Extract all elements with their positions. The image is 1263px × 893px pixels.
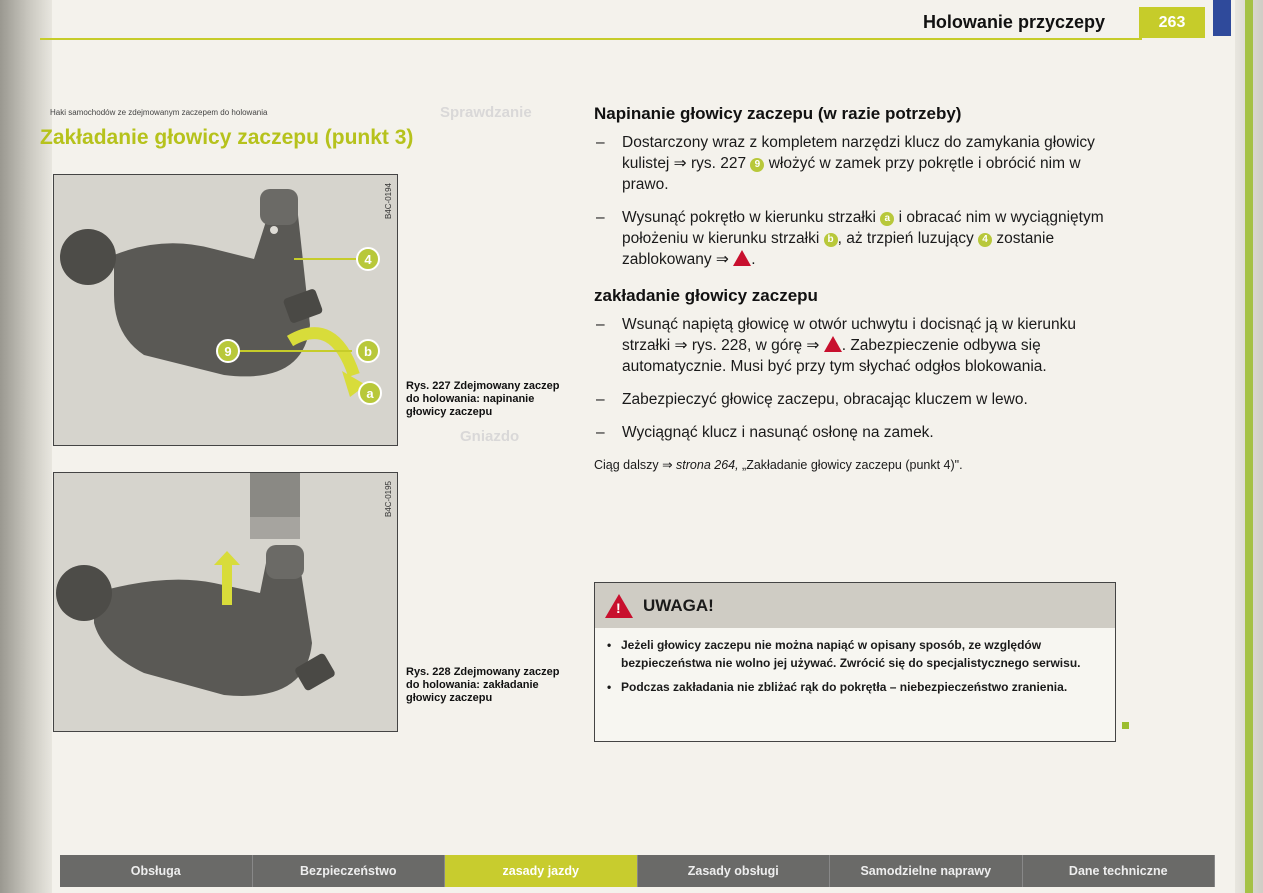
tab-bezpieczenstwo[interactable]: Bezpieczeństwo (253, 855, 446, 887)
chapter-title: Holowanie przyczepy (922, 12, 1105, 32)
label-a (359, 382, 381, 404)
figure-code: B4C-0195 (384, 481, 393, 518)
towbar-tensioning-illustration (54, 175, 397, 445)
instruction-step: – Wsunąć napiętą głowicę w otwór uchwytu i docisnąć ją w kierunku strzałki ⇒ rys. 228, w górę ⇒ . Zabezpieczenie odbywa się automatycznie. Musi być przy tym słychać odgłos blokowania. (596, 316, 1077, 375)
label-b (357, 340, 379, 362)
warning-header (595, 583, 1115, 628)
callout-marker: b (824, 233, 838, 247)
page-reference-link: strona 264, (676, 458, 739, 472)
list-dash: – (596, 134, 605, 151)
warning-triangle-icon (605, 594, 633, 618)
section-tab-marker (1213, 0, 1231, 36)
instruction-step: – Wyciągnąć klucz i nasunąć osłonę na zamek. (596, 424, 934, 441)
tab-zasady-jazdy[interactable]: zasady jazdy (445, 855, 638, 887)
warning-item: • Jeżeli głowicy zaczepu nie można napiąć w opisany sposób, ze względów bezpieczeństwa nie wolno jej używać. Zwrócić się do specjalistycznego serwisu. (607, 636, 1103, 672)
continuation-note: Ciąg dalszy ⇒ strona 264, „Zakładanie głowicy zaczepu (punkt 4)". (594, 458, 963, 472)
svg-text:a: a (366, 386, 374, 401)
breadcrumb: Haki samochodów ze zdejmowanym zaczepem do holowania (50, 108, 268, 117)
left-section-heading: Zakładanie głowicy zaczepu (punkt 3) (40, 126, 414, 149)
label-9 (217, 340, 239, 362)
figure-227-caption: Rys. 227 Zdejmowany zaczep do holowania: napinanie głowicy zaczepu (406, 380, 560, 418)
warning-icon (733, 250, 751, 266)
list-dash: – (596, 424, 605, 441)
bleed-through-text: Gniazdo (460, 428, 520, 445)
footer-chapter-tabs (60, 855, 1215, 887)
warning-title: UWAGA! (643, 595, 714, 615)
callout-marker: 4 (978, 233, 992, 247)
tab-samodzielne-naprawy[interactable]: Samodzielne naprawy (830, 855, 1023, 887)
instruction-step: – Wysunąć pokrętło w kierunku strzałki a i obracać nim w wyciągniętym położeniu w kierunku strzałki b , aż trzpień luzujący 4 zostanie zablokowany ⇒ . (596, 209, 1104, 268)
warning-box (594, 582, 1116, 742)
callout-marker: a (880, 212, 894, 226)
instruction-step: – Dostarczony wraz z kompletem narzędzi klucz do zamykania głowicy kulistej ⇒ rys. 227 9 włożyć w zamek przy pokrętle i obrócić nim w prawo. (596, 134, 1095, 193)
list-dash: – (596, 391, 605, 408)
label-4 (357, 248, 379, 270)
chapter-edge-marker (1245, 0, 1253, 893)
callout-marker: 9 (750, 158, 764, 172)
list-dash: – (596, 316, 605, 333)
warning-item: • Podczas zakładania nie zbliżać rąk do pokrętła – niebezpieczeństwo zranienia. (607, 678, 1103, 696)
tab-obsluga[interactable]: Obsługa (60, 855, 253, 887)
instructions-column (594, 104, 1114, 472)
svg-text:4: 4 (364, 252, 372, 267)
end-of-section-marker (1122, 722, 1129, 729)
warning-body (595, 628, 1115, 696)
bleed-through-text: Sprawdzanie (440, 104, 532, 121)
section-heading-mounting: zakładanie głowicy zaczepu (594, 286, 818, 305)
tab-zasady-obslugi[interactable]: Zasady obsługi (638, 855, 831, 887)
header-rule (40, 38, 1142, 40)
figure-228 (53, 472, 398, 732)
instruction-step: – Zabezpieczyć głowicę zaczepu, obracając kluczem w lewo. (596, 391, 1028, 408)
list-dash: – (596, 209, 605, 226)
svg-text:b: b (364, 344, 372, 359)
figure-228-caption: Rys. 228 Zdejmowany zaczep do holowania: zakładanie głowicy zaczepu (406, 666, 560, 704)
section-heading-tensioning: Napinanie głowicy zaczepu (w razie potrzeby) (594, 104, 962, 123)
svg-text:9: 9 (224, 344, 232, 359)
figure-code: B4C-0194 (384, 183, 393, 220)
figure-227 (53, 174, 398, 446)
page-number: 263 (1139, 7, 1205, 38)
warning-icon (824, 336, 842, 352)
towbar-mounting-illustration (54, 473, 397, 731)
tab-dane-techniczne[interactable]: Dane techniczne (1023, 855, 1216, 887)
